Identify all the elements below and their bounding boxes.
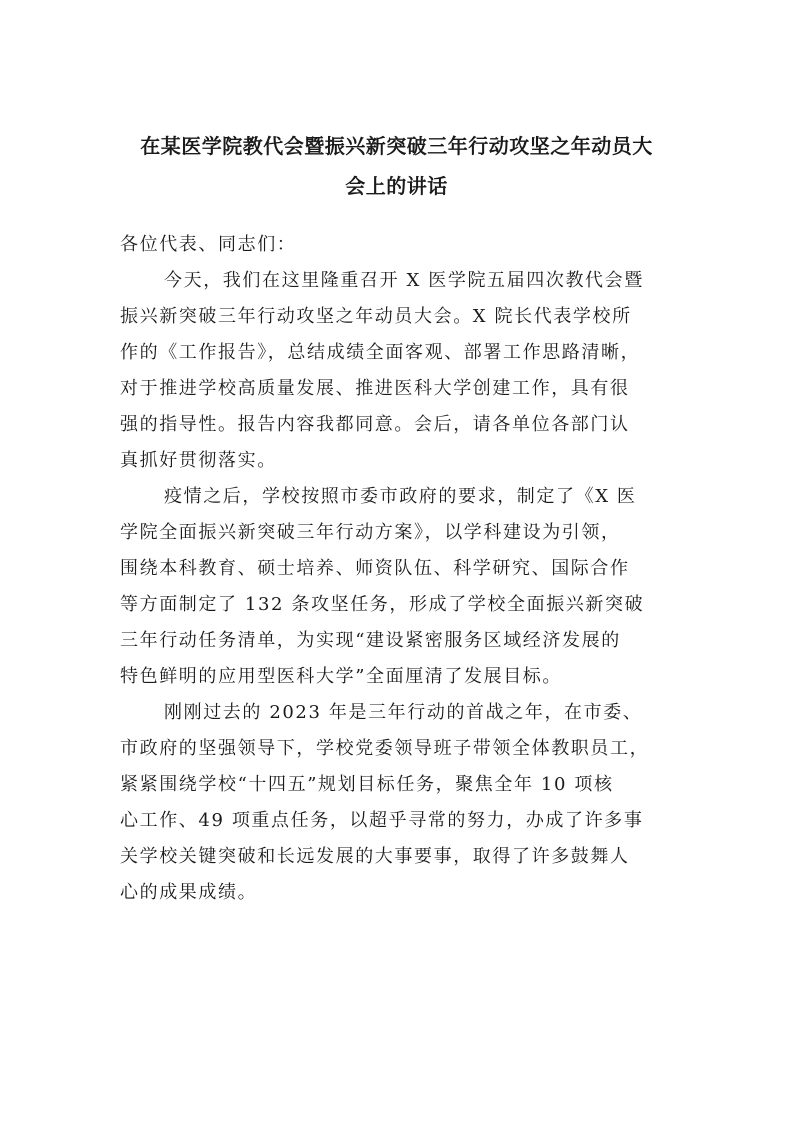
paragraph-line: 学院全面振兴新突破三年行动方案》，以学科建设为引领， [120,522,621,543]
salutation: 各位代表、同志们： [120,234,297,255]
paragraph-line: 疫情之后，学校按照市委市政府的要求，制定了《X 医 [164,486,637,507]
paragraph-line: 关学校关键突破和长远发展的大事要事，取得了许多鼓舞人 [120,846,630,867]
paragraph-line: 等方面制定了 132 条攻坚任务，形成了学校全面振兴新突破 [120,594,645,615]
paragraph-line: 今天，我们在这里隆重召开 X 医学院五届四次教代会暨 [164,270,644,291]
title-line: 在某医学院教代会暨振兴新突破三年行动攻坚之年动员大 [140,134,653,158]
paragraph-line: 振兴新突破三年行动攻坚之年动员大会。X 院长代表学校所 [120,306,632,327]
paragraph-line: 三年行动任务清单，为实现“建设紧密服务区域经济发展的 [120,630,621,651]
paragraph-line: 心的成果成绩。 [120,882,258,903]
paragraph-line: 心工作、49 项重点任务，以超乎寻常的努力，办成了许多事 [120,810,644,831]
paragraph-2 [120,479,680,695]
paragraph-3 [120,695,680,911]
paragraph-line: 作的《工作报告》，总结成绩全面客观、部署工作思路清晰， [120,342,641,363]
paragraph-line: 真抓好贯彻落实。 [120,450,277,471]
paragraph-line: 强的指导性。报告内容我都同意。会后，请各单位各部门认 [120,414,630,435]
document-body [120,227,680,911]
paragraph-1 [120,263,680,479]
paragraph-line: 围绕本科教育、硕士培养、师资队伍、科学研究、国际合作 [120,558,630,579]
paragraph-line: 刚刚过去的 2023 年是三年行动的首战之年，在市委、 [164,702,643,723]
paragraph-line: 市政府的坚强领导下，学校党委领导班子带领全体教职员工， [120,738,650,759]
paragraph-line: 对于推进学校高质量发展、推进医科大学创建工作，具有很 [120,378,630,399]
title-line: 会上的讲话 [345,174,448,198]
paragraph-line: 特色鲜明的应用型医科大学”全面厘清了发展目标。 [120,666,562,687]
paragraph-line: 紧紧围绕学校“十四五”规划目标任务，聚焦全年 10 项核 [120,774,614,795]
document-title [100,126,693,206]
